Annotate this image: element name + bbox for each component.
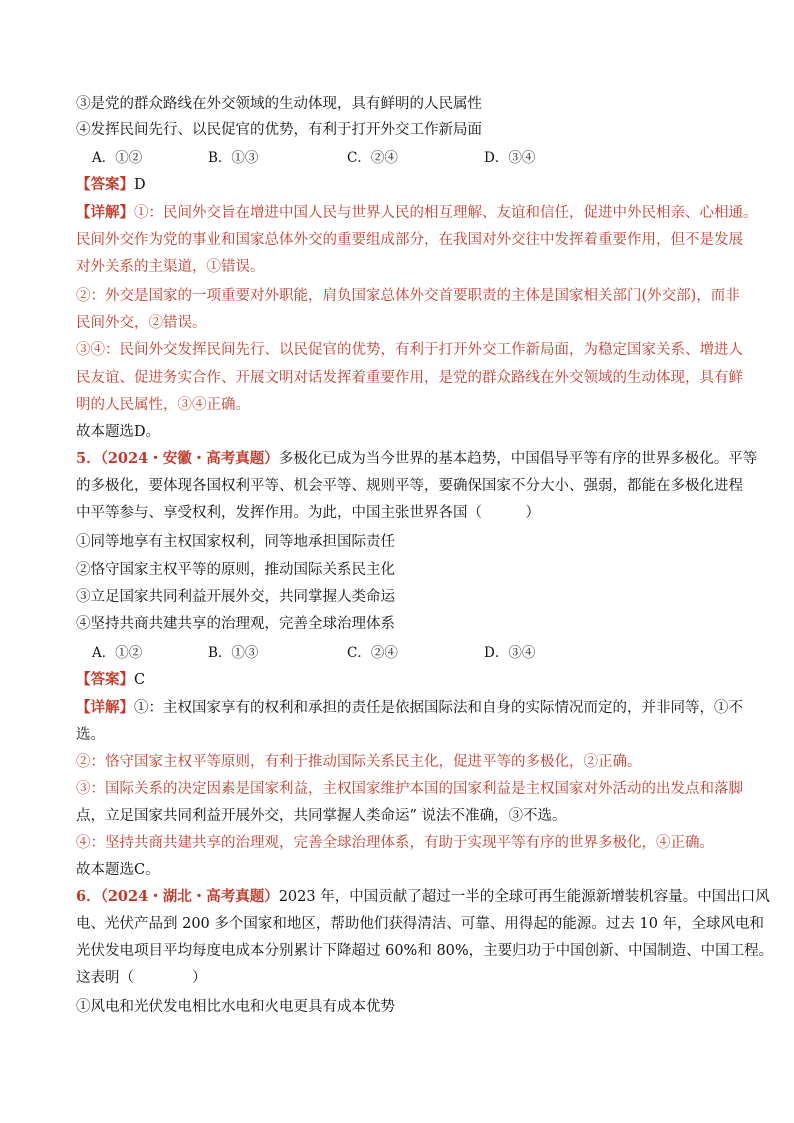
- q6-statement-1: ①风电和光伏发电相比水电和火电更具有成本优势: [76, 999, 395, 1015]
- q5-statement-1: ①同等地享有主权国家权利，同等地承担国际责任: [76, 534, 395, 550]
- q4-conclusion: 故本题选D。: [76, 424, 161, 440]
- q4-detail-2b: 民间外交，②错误。: [76, 315, 207, 331]
- q4-detail-1b: 民间外交作为党的事业和国家总体外交的重要组成部分，在我国对外交往中发挥着重要作用，但不是发展: [76, 232, 743, 248]
- q4-answer: [76, 175, 146, 195]
- q5-statement-2: ②恪守国家主权平等的原则，推动国际关系民主化: [76, 562, 395, 578]
- q4-detail-3b: 民友谊、促进务实合作、开展文明对话发挥着重要作用，是党的群众路线在外交领域的生动体现，具有鲜: [76, 370, 743, 386]
- q5-answer-value: C: [134, 672, 146, 688]
- q5-stem-text: 多极化已成为当今世界的基本趋势，中国倡导平等有序的世界多极化。平等: [278, 451, 758, 467]
- q5-answer: [76, 670, 145, 690]
- q4-option-c: C．②④: [347, 150, 398, 166]
- q6-stem-1: [76, 887, 770, 907]
- q5-detail-4: ④：坚持共商共建共享的治理观，完善全球治理体系，有助于实现平等有序的世界多极化，④正确。: [76, 835, 714, 851]
- q6-stem-4: 这表明（ ）: [76, 970, 207, 986]
- q6-source: （2024・湖北・高考真题）: [100, 888, 279, 905]
- q4-detail-text: ①：民间外交旨在增进中国人民与世界人民的相互理解、友谊和信任，促进中外民相亲、心相通。: [134, 205, 758, 221]
- q6-stem-text: 2023 年，中国贡献了超过一半的全球可再生能源新增装机容量。中国出口风: [278, 889, 770, 905]
- q5-option-d: D．③④: [484, 645, 536, 661]
- q4-answer-tag: 【答案】: [76, 176, 134, 193]
- q5-source: （2024・安徽・高考真题）: [100, 450, 279, 467]
- q5-option-a: A．①②: [92, 645, 143, 661]
- q5-detail-tag: 【详解】: [76, 699, 134, 716]
- q4-statement-3: ③是党的群众路线在外交领域的生动体现，具有鲜明的人民属性: [76, 96, 482, 112]
- q5-stem-3: 中平等参与、享受权利，发挥作用。为此，中国主张世界各国（ ）: [76, 505, 540, 521]
- q4-detail-1a: [76, 203, 758, 223]
- q4-detail-3a: ③④：民间外交发挥民间先行、以民促官的优势，有利于打开外交工作新局面，为稳定国家关系、增进人: [76, 342, 743, 358]
- q5-number: 5．: [76, 450, 101, 467]
- q6-stem-2: 电、光伏产品到 200 多个国家和地区，帮助他们获得清洁、可靠、用得起的能源。过去 10 年，全球风电和: [76, 916, 765, 932]
- q5-detail-1a: [76, 698, 743, 718]
- q4-statement-4: ④发挥民间先行、以民促官的优势，有利于打开外交工作新局面: [76, 122, 482, 138]
- q4-option-d: D．③④: [484, 150, 536, 166]
- q5-stem-2: 的多极化，要体现各国权利平等、机会平等、规则平等，要确保国家不分大小、强弱，都能在多极化进程: [76, 478, 743, 494]
- q4-detail-2a: ②：外交是国家的一项重要对外职能，肩负国家总体外交首要职责的主体是国家相关部门(外交部)，而非: [76, 288, 740, 304]
- q5-option-b: B．①③: [208, 645, 259, 661]
- q5-detail-2: ②：恪守国家主权平等原则，有利于推动国际关系民主化，促进平等的多极化，②正确。: [76, 754, 642, 770]
- q5-statement-4: ④坚持共商共建共享的治理观，完善全球治理体系: [76, 616, 395, 632]
- q5-stem-1: [76, 449, 757, 469]
- q5-detail-3b: 点，立足国家共同利益开展外交，共同掌握人类命运” 说法不准确，③不选。: [76, 808, 567, 824]
- q4-detail-tag: 【详解】: [76, 204, 134, 221]
- q5-detail-text: ①：主权国家享有的权利和承担的责任是依据国际法和自身的实际情况而定的，并非同等，①不: [134, 700, 743, 716]
- q5-answer-tag: 【答案】: [76, 671, 134, 688]
- q4-answer-value: D: [134, 177, 146, 193]
- q4-option-a: A．①②: [92, 150, 143, 166]
- q4-detail-1c: 对外关系的主渠道，①错误。: [76, 259, 265, 275]
- q4-option-b: B．①③: [208, 150, 259, 166]
- q5-detail-1b: 选。: [76, 727, 105, 743]
- q4-detail-3c: 明的人民属性，③④正确。: [76, 397, 250, 413]
- q6-number: 6．: [76, 888, 101, 905]
- q6-stem-3: 光伏发电项目平均每度电成本分别累计下降超过 60%和 80%，主要归功于中国创新、中国制造、中国工程。: [76, 943, 774, 959]
- q5-statement-3: ③立足国家共同利益开展外交，共同掌握人类命运: [76, 589, 395, 605]
- q5-conclusion: 故本题选C。: [76, 862, 160, 878]
- q5-detail-3a: ③：国际关系的决定因素是国家利益，主权国家维护本国的国家利益是主权国家对外活动的出发点和落脚: [76, 781, 743, 797]
- q5-option-c: C．②④: [347, 645, 398, 661]
